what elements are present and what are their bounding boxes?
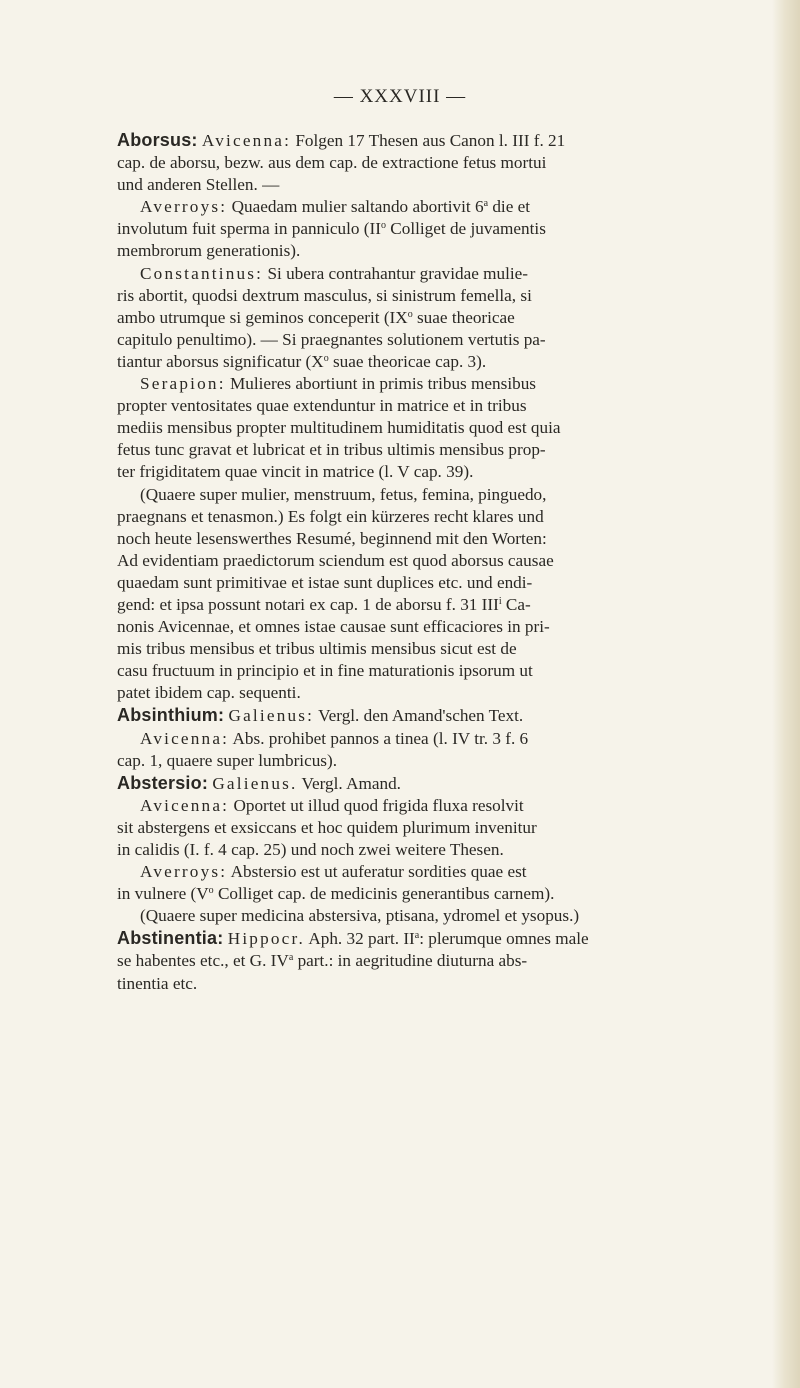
text-line (117, 795, 763, 817)
superscript: o (208, 885, 214, 897)
author-name: Averroys: (140, 862, 228, 882)
line-text: (Quaere super mulier, menstruum, fetus, femina, pinguedo, (140, 484, 547, 504)
line-text: cap. 1, quaere super lumbricus). (117, 750, 338, 770)
line-text: Si ubera contrahantur gravidae mulie- (263, 263, 529, 283)
dictionary-entry (117, 704, 763, 771)
line-text: propter ventositates quae extenduntur in matrice et in tribus (117, 396, 527, 416)
line-text: Ad evidentiam praedictorum sciendum est quod aborsus causae (117, 550, 554, 570)
line-text: Vergl. Amand. (297, 773, 401, 793)
page-body (117, 129, 763, 995)
line-text: tinentia etc. (117, 973, 198, 993)
line-text: Aph. 32 part. II (304, 929, 415, 949)
line-text: suae theoricae cap. 3). (328, 351, 487, 371)
text-line (117, 395, 763, 417)
author-name: Averroys: (140, 197, 228, 217)
text-line (117, 240, 763, 262)
text-line (117, 196, 763, 218)
text-line (117, 351, 763, 373)
text-line (117, 439, 763, 461)
author-name: Galienus: (228, 706, 315, 726)
line-text: se habentes etc., et G. IV (117, 951, 289, 971)
entry-headword: Absinthium: (117, 705, 225, 726)
text-line (117, 329, 763, 351)
superscript: o (323, 352, 329, 364)
superscript: a (483, 198, 489, 210)
text-line (117, 461, 763, 483)
text-line (117, 728, 763, 750)
line-text: praegnans et tenasmon.) Es folgt ein kürzeres recht klares und (117, 506, 544, 526)
line-text: Mulieres abortiunt in primis tribus mensibus (225, 374, 536, 394)
text-line (117, 772, 763, 795)
line-text: fetus tunc gravat et lubricat et in tribus ultimis mensibus prop- (117, 440, 546, 460)
line-text: casu fructuum in principio et in fine maturationis ipsorum ut (117, 661, 533, 681)
text-line (117, 285, 763, 307)
line-text: quaedam sunt primitivae et istae sunt duplices etc. und endi- (117, 572, 533, 592)
author-name: Serapion: (140, 374, 226, 394)
line-text: capitulo penultimo). — Si praegnantes solutionem vertutis pa- (117, 329, 546, 349)
text-line (117, 484, 763, 506)
superscript: a (414, 930, 420, 942)
author-name: Constantinus: (140, 263, 264, 283)
line-text: Quaedam mulier saltando abortivit 6 (227, 197, 484, 217)
author-name: Avicenna: (140, 728, 230, 748)
superscript: o (380, 220, 386, 232)
dictionary-entry (117, 927, 763, 994)
text-line (117, 660, 763, 682)
text-line (117, 883, 763, 905)
page-edge-shading (772, 0, 800, 1388)
text-line (117, 704, 763, 727)
text-line (117, 750, 763, 772)
text-line (117, 905, 763, 927)
line-text: Oportet ut illud quod frigida fluxa resolvit (229, 795, 524, 815)
entry-headword: Abstersio: (117, 772, 209, 793)
line-text: cap. de aborsu, bezw. aus dem cap. de extractione fetus mortui (117, 153, 547, 173)
text-line (117, 861, 763, 883)
dictionary-entry (117, 129, 763, 704)
line-text: noch heute lesenswerthes Resumé, beginnend mit den Worten: (117, 528, 547, 548)
line-text: patet ibidem cap. sequenti. (117, 683, 301, 703)
page-header: — XXXVIII — (333, 86, 467, 107)
line-text: : plerumque omnes male (419, 929, 589, 949)
line-text: in vulnere (V (117, 884, 209, 904)
line-text: in calidis (I. f. 4 cap. 25) und noch zwei weitere Thesen. (117, 840, 504, 859)
line-text: membrorum generationis). (117, 241, 301, 261)
text-line (117, 950, 763, 972)
superscript: i (498, 595, 502, 607)
text-line (117, 218, 763, 240)
text-line (117, 307, 763, 329)
line-text: mis tribus mensibus et tribus ultimis mensibus sicut est de (117, 639, 517, 659)
text-line (117, 550, 763, 572)
line-text: und anderen Stellen. — (117, 175, 280, 195)
line-text: Colliget cap. de medicinis generantibus carnem). (213, 884, 555, 904)
line-text: gend: et ipsa possunt notari ex cap. 1 de aborsu f. 31 III (117, 594, 499, 614)
text-line (117, 572, 763, 594)
entry-headword: Abstinentia: (117, 928, 224, 949)
entry-headword: Aborsus: (117, 130, 198, 150)
text-line (117, 638, 763, 660)
line-text: tiantur aborsus significatur (X (117, 351, 324, 371)
line-text: Colliget de juvamentis (385, 219, 546, 239)
text-line (117, 927, 763, 950)
line-text: part.: in aegritudine diuturna abs- (293, 951, 528, 971)
line-text: Vergl. den Amand'schen Text. (314, 706, 524, 726)
line-text: ambo utrumque si geminos conceperit (IX (117, 307, 408, 327)
text-line (117, 417, 763, 439)
text-line (117, 839, 763, 861)
text-line (117, 129, 763, 152)
text-line (117, 174, 763, 196)
text-line (117, 263, 763, 285)
line-text: suae theoricae (412, 307, 515, 327)
text-line (117, 373, 763, 395)
text-line (117, 506, 763, 528)
author-name: Galienus. (212, 773, 298, 793)
text-line (117, 594, 763, 616)
line-text: Folgen 17 Thesen aus Canon l. III f. 21 (291, 131, 566, 150)
line-text: involutum fuit sperma in panniculo (II (117, 219, 381, 239)
text-line (117, 973, 763, 995)
line-text: Abs. prohibet pannos a tinea (l. IV tr. 3 f. 6 (229, 728, 529, 748)
dictionary-entry (117, 772, 763, 928)
line-text: nonis Avicennae, et omnes istae causae sunt efficaciores in pri- (117, 617, 550, 637)
author-name: Avicenna: (140, 795, 230, 815)
line-text: sit abstergens et exsiccans et hoc quidem plurimum invenitur (117, 817, 537, 837)
author-name: Hippocr. (227, 929, 305, 949)
superscript: o (407, 308, 413, 320)
text-line (117, 528, 763, 550)
superscript: a (288, 952, 294, 964)
text-line (117, 682, 763, 704)
line-text: ris abortit, quodsi dextrum masculus, si sinistrum femella, si (117, 285, 532, 305)
text-line (117, 616, 763, 638)
text-line (117, 152, 763, 174)
line-text: Ca- (501, 594, 531, 614)
line-text: mediis mensibus propter multitudinem humiditatis quod est quia (117, 418, 561, 438)
line-text: Abstersio est ut auferatur sordities quae est (227, 862, 527, 882)
line-text: die et (488, 197, 531, 217)
line-text: (Quaere super medicina abstersiva, ptisana, ydromel et ysopus.) (140, 906, 580, 926)
text-line (117, 817, 763, 839)
line-text: ter frigiditatem quae vincit in matrice (l. V cap. 39). (117, 462, 474, 482)
author-name: Avicenna: (201, 131, 292, 150)
